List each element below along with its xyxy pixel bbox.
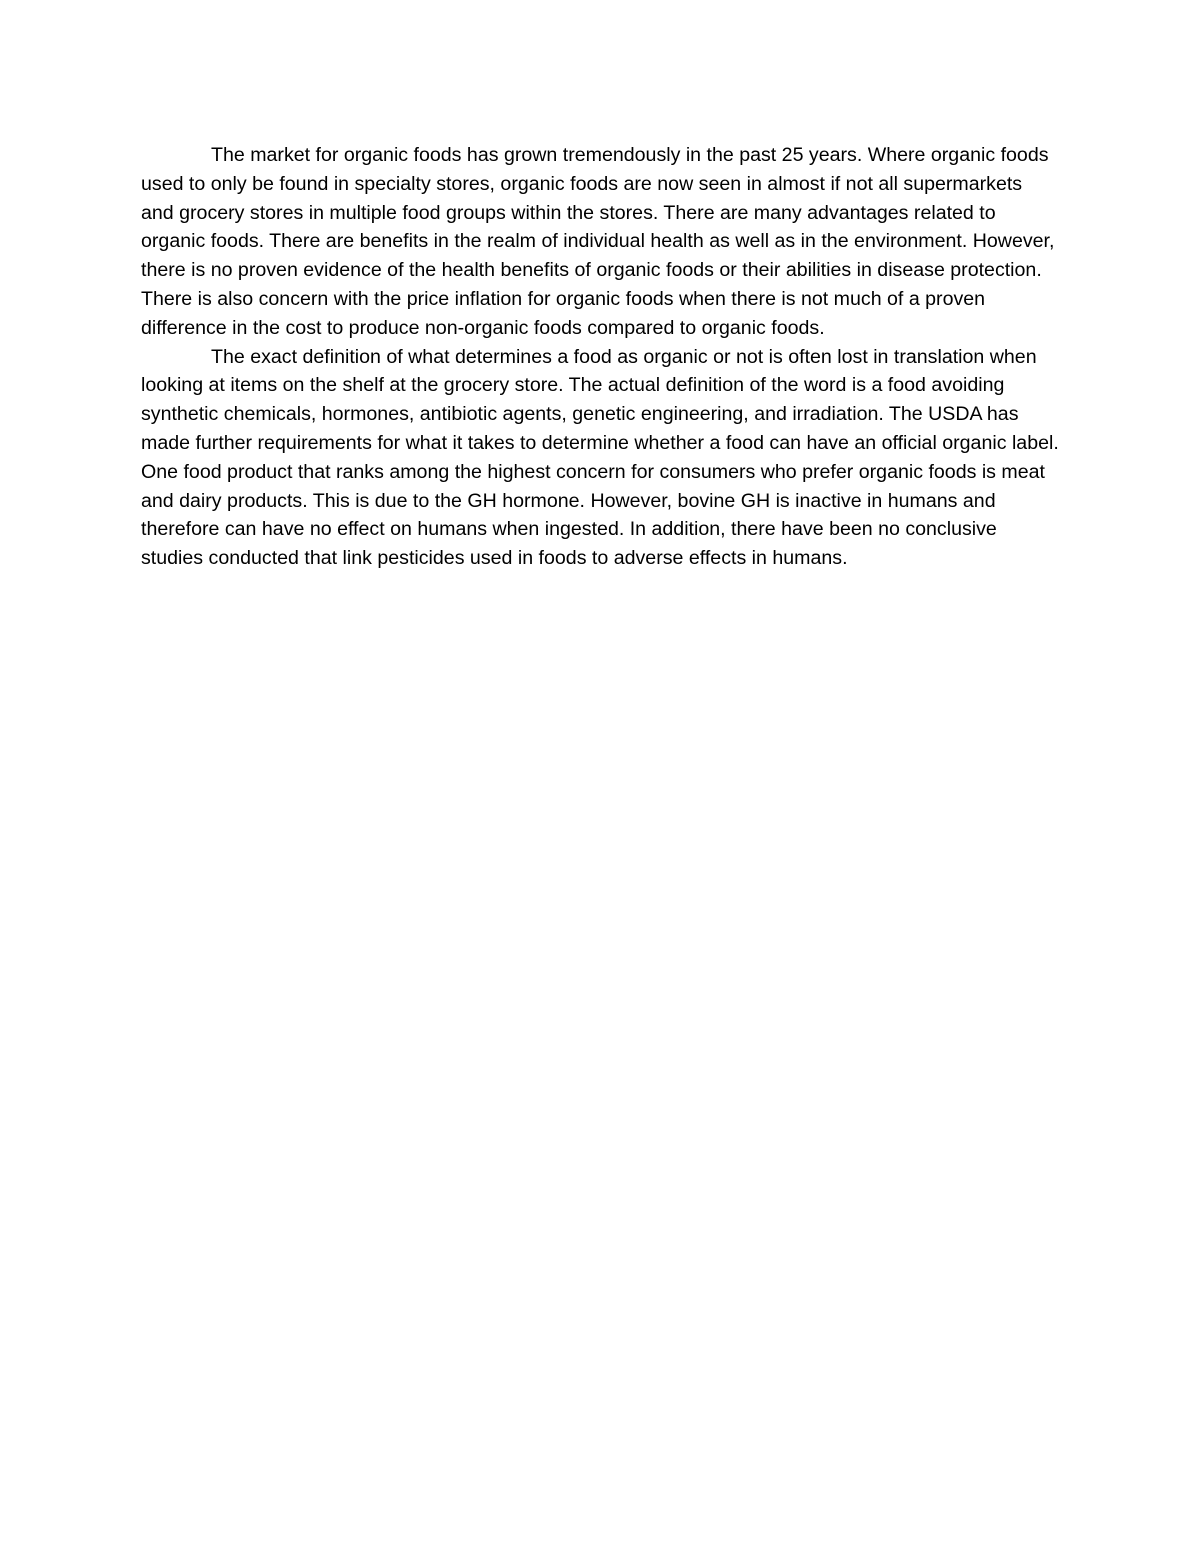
paragraph-1: The market for organic foods has grown tremendously in the past 25 years. Where organic foods used to only be found in specialty stores, organic foods are now seen in almost if not all supermarkets and grocery stores in multiple food groups within the stores. There are many advantages related to organic foods. There are benefits in the realm of individual health as well as in the environment. However, there is no proven evidence of the health benefits of organic foods or their abilities in disease protection. There is also concern with the price inflation for organic foods when there is not much of a proven difference in the cost to produce non-organic foods compared to organic foods. <box>141 144 1055 339</box>
document-body <box>141 141 1059 573</box>
paragraph-2: The exact definition of what determines a food as organic or not is often lost in translation when looking at items on the shelf at the grocery store. The actual definition of the word is a food avoiding synthetic chemicals, hormones, antibiotic agents, genetic engineering, and irradiation. The USDA has made further requirements for what it takes to determine whether a food can have an official organic label. One food product that ranks among the highest concern for consumers who prefer organic foods is meat and dairy products. This is due to the GH hormone. However, bovine GH is inactive in humans and therefore can have no effect on humans when ingested. In addition, there have been no conclusive studies conducted that link pesticides used in foods to adverse effects in humans. <box>141 345 1059 570</box>
